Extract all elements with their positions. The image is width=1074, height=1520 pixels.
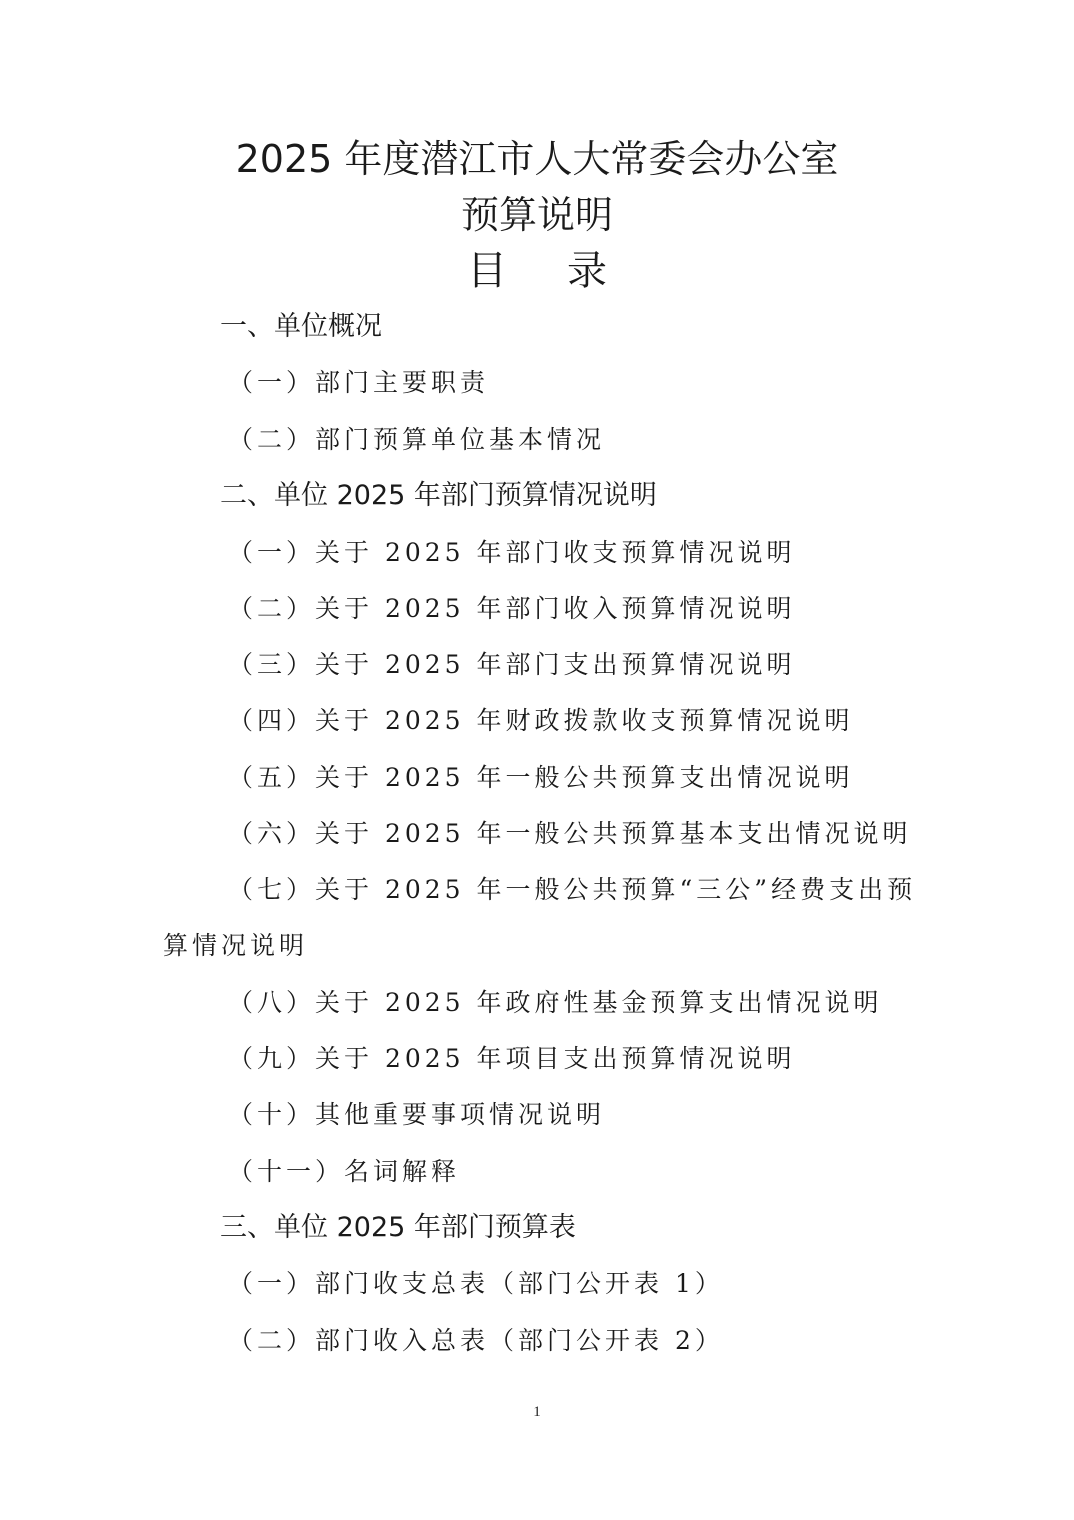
toc-item-2-8: （八）关于 2025 年政府性基金预算支出情况说明 [228,988,883,1017]
toc-item-1-2: （二）部门预算单位基本情况 [228,425,606,454]
toc-item-2-11: （十一）名词解释 [228,1157,461,1186]
toc-section-3: 三、单位 2025 年部门预算表 [220,1212,576,1243]
toc-item-2-10: （十）其他重要事项情况说明 [228,1100,606,1129]
toc-section-1: 一、单位概况 [220,311,382,342]
toc-item-2-7: （七）关于 2025 年一般公共预算“三公”经费支出预 [228,875,917,904]
toc-item-2-5: （五）关于 2025 年一般公共预算支出情况说明 [228,763,854,792]
page-number: 1 [533,1404,541,1420]
document-title-line-2: 预算说明 [460,193,613,237]
toc-item-2-7-continued: 算情况说明 [163,931,309,960]
toc-item-2-9: （九）关于 2025 年项目支出预算情况说明 [228,1044,796,1073]
toc-item-2-4: （四）关于 2025 年财政拨款收支预算情况说明 [228,706,854,735]
toc-item-1-1: （一）部门主要职责 [228,368,490,397]
toc-item-2-6: （六）关于 2025 年一般公共预算基本支出情况说明 [228,819,912,848]
toc-item-3-2: （二）部门收入总表（部门公开表 2） [228,1326,724,1355]
toc-heading [0,248,1074,294]
toc-heading-left: 目 [467,248,507,294]
toc-heading-right: 录 [567,248,607,294]
toc-section-2: 二、单位 2025 年部门预算情况说明 [220,480,657,511]
toc-item-3-1: （一）部门收支总表（部门公开表 1） [228,1269,724,1298]
document-title-line-1: 2025 年度潜江市人大常委会办公室 [235,137,839,181]
toc-item-2-2: （二）关于 2025 年部门收入预算情况说明 [228,594,796,623]
toc-item-2-1: （一）关于 2025 年部门收支预算情况说明 [228,538,796,567]
toc-item-2-3: （三）关于 2025 年部门支出预算情况说明 [228,650,796,679]
